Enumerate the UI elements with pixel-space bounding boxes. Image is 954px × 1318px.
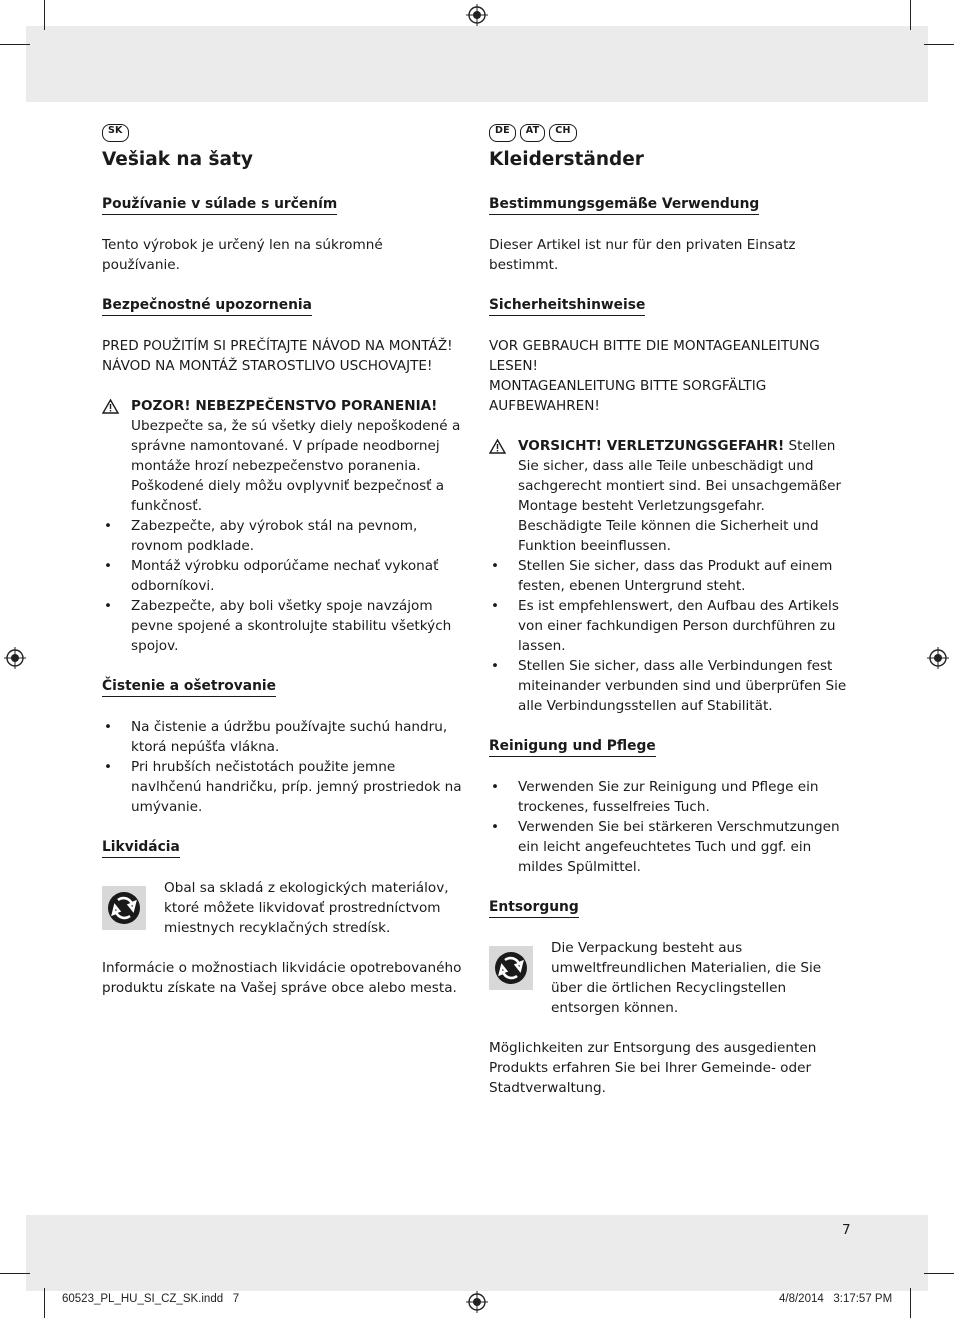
warning-triangle-icon <box>102 399 119 414</box>
language-badges <box>102 124 464 142</box>
registration-mark-icon <box>466 1291 488 1313</box>
crop-mark <box>910 0 911 30</box>
cleaning-list <box>489 777 851 877</box>
bullet: • <box>104 759 113 775</box>
top-band <box>26 26 928 102</box>
caps-line: PRED POUŽITÍM SI PREČÍTAJTE NÁVOD NA MONTÁŽ! <box>102 338 453 354</box>
caps-line: LESEN! <box>489 358 538 374</box>
section-heading-safety: Bezpečnostné upozornenia <box>102 296 312 316</box>
section-heading-disposal: Likvidácia <box>102 838 180 858</box>
recycle-text: Obal sa skladá z ekologických materiálov, ktoré môžete likvidovať prostredníctvom miestnych recyklačných stredísk. <box>164 880 449 936</box>
recycle-row <box>489 938 851 1018</box>
crop-mark <box>0 44 30 45</box>
crop-mark <box>924 1273 954 1274</box>
page-title: Kleiderständer <box>489 149 644 170</box>
caps-line: NÁVOD NA MONTÁŽ STAROSTLIVO USCHOVAJTE! <box>102 358 433 374</box>
safety-list <box>489 556 851 716</box>
crop-mark <box>44 1288 45 1318</box>
column-slovak <box>102 124 464 1018</box>
bullet: • <box>104 719 113 735</box>
warning-triangle-icon <box>489 439 506 454</box>
use-text: Tento výrobok je určený len na súkromné používanie. <box>102 237 383 273</box>
caps-warning <box>102 336 464 376</box>
slug-filename: 60523_PL_HU_SI_CZ_SK.indd 7 <box>62 1293 240 1305</box>
caps-line: AUFBEWAHREN! <box>489 398 600 414</box>
list-item: • Stellen Sie sicher, dass alle Verbindungen fest miteinander verbunden sind und überprüfen Sie alle Verbindungsstellen auf Stabilität. <box>491 658 847 714</box>
recycle-row <box>102 878 464 938</box>
list-item: • Verwenden Sie zur Reinigung und Pflege ein trockenes, fusselfreies Tuch. <box>491 779 819 815</box>
green-dot-recycle-icon <box>489 946 533 990</box>
registration-mark-icon <box>4 647 26 669</box>
bullet: • <box>104 598 113 614</box>
crop-mark <box>910 1288 911 1318</box>
language-badges <box>489 124 851 142</box>
bullet: • <box>491 598 500 614</box>
language-badge: CH <box>549 124 576 142</box>
bottom-band <box>26 1215 928 1291</box>
section-heading-use: Používanie v súlade s určením <box>102 195 337 215</box>
column-german <box>489 124 851 1118</box>
language-badge: AT <box>520 124 546 142</box>
caps-warning <box>489 336 851 416</box>
disposal-text: Informácie o možnostiach likvidácie opotrebovaného produktu získate na Vašej správe obce alebo mesta. <box>102 960 462 996</box>
page-number: 7 <box>842 1222 851 1238</box>
bullet: • <box>491 558 500 574</box>
list-item: • Verwenden Sie bei stärkeren Verschmutzungen ein leicht angefeuchtetes Tuch und ggf. ein mildes Spülmittel. <box>491 819 840 875</box>
warning-text: Stellen Sie sicher, dass alle Teile unbeschädigt und sachgerecht montiert sind. Bei unsachgemäßer Montage besteht Verletzungsgefahr. Beschädigte Teile können die Sicherheit und Funktion beeinflussen. <box>518 438 842 554</box>
bullet: • <box>104 558 113 574</box>
bullet: • <box>491 819 500 835</box>
language-badge: SK <box>102 124 129 142</box>
bullet: • <box>491 658 500 674</box>
warning-title: POZOR! NEBEZPEČENSTVO PORANENIA! <box>131 398 438 414</box>
caps-line: VOR GEBRAUCH BITTE DIE MONTAGEANLEITUNG <box>489 338 820 354</box>
list-item: • Es ist empfehlenswert, den Aufbau des Artikels von einer fachkundigen Person durchführen zu lassen. <box>491 598 839 654</box>
safety-list <box>102 516 464 656</box>
crop-mark <box>924 44 954 45</box>
warning-block <box>102 396 464 516</box>
bullet: • <box>491 779 500 795</box>
section-heading-disposal: Entsorgung <box>489 898 579 918</box>
list-item: • Stellen Sie sicher, dass das Produkt auf einem festen, ebenen Untergrund steht. <box>491 558 833 594</box>
page-title: Vešiak na šaty <box>102 149 253 170</box>
section-heading-cleaning: Reinigung und Pflege <box>489 737 656 757</box>
crop-mark <box>0 1273 30 1274</box>
list-item: • Zabezpečte, aby výrobok stál na pevnom, rovnom podklade. <box>104 518 418 554</box>
list-item: • Pri hrubších nečistotách použite jemne navlhčenú handričku, príp. jemný prostriedok na umývanie. <box>104 759 462 815</box>
list-item: • Zabezpečte, aby boli všetky spoje navzájom pevne spojené a skontrolujte stabilitu všetkých spojov. <box>104 598 452 654</box>
slug-datetime: 4/8/2014 3:17:57 PM <box>779 1293 893 1305</box>
section-heading-use: Bestimmungsgemäße Verwendung <box>489 195 759 215</box>
warning-title: VORSICHT! VERLETZUNGSGEFAHR! <box>518 438 785 454</box>
disposal-text: Möglichkeiten zur Entsorgung des ausgedienten Produkts erfahren Sie bei Ihrer Gemeinde- oder Stadtverwaltung. <box>489 1040 817 1096</box>
list-item: • Na čistenie a údržbu používajte suchú handru, ktorá nepúšťa vlákna. <box>104 719 448 755</box>
green-dot-recycle-icon <box>102 886 146 930</box>
registration-mark-icon <box>466 4 488 26</box>
warning-block <box>489 436 851 556</box>
language-badge: DE <box>489 124 516 142</box>
list-item: • Montáž výrobku odporúčame nechať vykonať odborníkovi. <box>104 558 439 594</box>
cleaning-list <box>102 717 464 817</box>
bullet: • <box>104 518 113 534</box>
registration-mark-icon <box>927 647 949 669</box>
caps-line: MONTAGEANLEITUNG BITTE SORGFÄLTIG <box>489 378 767 394</box>
section-heading-safety: Sicherheitshinweise <box>489 296 645 316</box>
warning-text: Ubezpečte sa, že sú všetky diely nepoškodené a správne namontované. V prípade neodbornej montáže hrozí nebezpečenstvo poranenia. Poškodené diely môžu ovplyvniť bezpečnosť a funkčnosť. <box>131 418 461 514</box>
recycle-text: Die Verpackung besteht aus umweltfreundlichen Materialien, die Sie über die örtlichen Recyclingstellen entsorgen können. <box>551 940 822 1016</box>
use-text: Dieser Artikel ist nur für den privaten Einsatz bestimmt. <box>489 237 796 273</box>
crop-mark <box>44 0 45 30</box>
section-heading-cleaning: Čistenie a ošetrovanie <box>102 677 276 697</box>
